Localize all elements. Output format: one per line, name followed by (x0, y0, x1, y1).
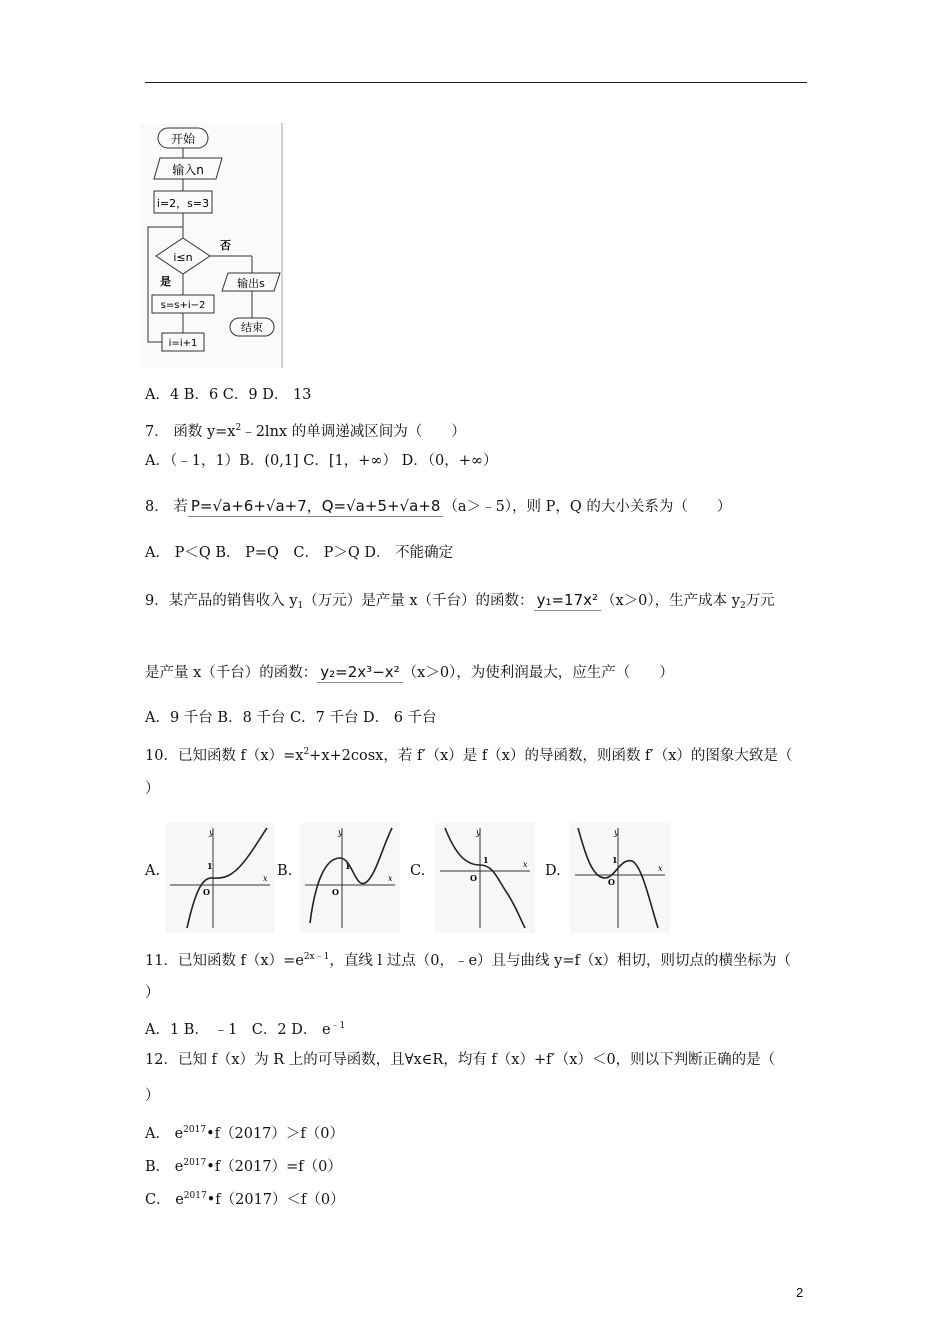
graph-d-o: O (608, 877, 615, 887)
graph-a (165, 823, 275, 933)
flow-cond: i≤n (173, 251, 193, 264)
flow-output: 输出s (237, 277, 265, 290)
graph-d-x: x (658, 864, 663, 873)
graph-c-x: x (523, 860, 528, 869)
q11-stem: 11．已知函数 $f(x)=e^{2x﹣1}$，直线 l 过点（0，﹣e）且与曲线 y=f（x）相切，则切点的横坐标为（ (145, 952, 792, 969)
q9-options: A．9 千台 B．8 千台 C．7 千台 D． 6 千台 (145, 710, 437, 726)
header-rule (145, 82, 807, 83)
graph-c-1: 1 (483, 855, 489, 865)
flow-yes: 是 (160, 275, 171, 288)
q9-stem-line2: 是产量 x（千台）的函数： y₂=2x³−x² （x＞0），为使利润最大，应生产（ ） (145, 663, 674, 681)
page-number: 2 (796, 1285, 804, 1300)
q9-y1-expression: y₁=17x² (534, 590, 601, 611)
flow-start: 开始 (170, 132, 196, 146)
q10-label-d: D. (545, 863, 561, 879)
q12-option-a: A． $e^{2017}•f(2017)>f(0)$ (145, 1125, 344, 1142)
graph-d-y: y (614, 828, 619, 837)
graph-b-x: x (388, 874, 393, 883)
q10-stem-line2: ） (145, 781, 160, 797)
q10-label-a: A. (145, 863, 161, 879)
graph-b-y: y (338, 828, 343, 837)
q9-stem-line1: 9．某产品的销售收入 $y_1$（万元）是产量 x（千台）的函数： y₁=17x² （x＞0），生产成本 $y_2$万元 (145, 591, 775, 611)
graph-b (300, 823, 400, 933)
q8-stem: 8． 若 P=√a+6+√a+7，Q=√a+5+√a+8 （a＞﹣5），则 P，Q 的大小关系为（ ） (145, 497, 732, 515)
q12-stem: 12．已知 f（x）为 R 上的可导函数，且∀x∈R，均有 f（x）+f′（x）＜0，则以下判断正确的是（ (145, 1052, 776, 1068)
q6-options: A．4 B．6 C．9 D． 13 (145, 387, 312, 403)
graph-d-1: 1 (612, 855, 618, 865)
graph-a-x: x (263, 874, 268, 883)
flow-init: i=2，s=3 (156, 197, 210, 210)
q8-options: A． P＜Q B． P=Q C． P＞Q D． 不能确定 (145, 545, 454, 561)
graph-a-y: y (209, 828, 214, 837)
q8-expression: P=√a+6+√a+7，Q=√a+5+√a+8 (188, 496, 444, 517)
graph-c-y: y (476, 828, 481, 837)
q10-stem: 10．已知函数 $f(x)=x^2+x+2\cos x$，若 f′（x）是 f（x）的导函数，则函数 f′（x）的图象大致是（ (145, 747, 793, 764)
q7-stem: 7． 函数 $y=x^2﹣2\ln x$ 的单调递减区间为（ ） (145, 423, 466, 440)
flowchart (140, 123, 290, 373)
graph-c (435, 823, 535, 933)
graph-b-o: O (332, 887, 339, 897)
flow-end: 结束 (241, 321, 263, 334)
graph-c-o: O (470, 873, 477, 883)
q9-y2-expression: y₂=2x³−x² (317, 662, 402, 683)
flow-input: 输入n (172, 163, 204, 177)
flow-update: s=s+i−2 (160, 300, 206, 311)
graph-b-1: 1 (345, 861, 351, 871)
q10-label-c: C. (410, 863, 426, 879)
q10-label-b: B. (277, 863, 293, 879)
flow-inc: i=i+1 (168, 338, 198, 349)
graph-a-o: O (203, 887, 210, 897)
q12-stem-line2: ） (145, 1088, 160, 1104)
q12-option-b: B． $e^{2017}•f(2017)=f(0)$ (145, 1158, 342, 1175)
flow-no: 否 (220, 239, 231, 252)
q12-option-c: C． $e^{2017}•f(2017)<f(0)$ (145, 1191, 345, 1208)
graph-d (570, 823, 670, 933)
q11-options: A．1 B． ﹣1 C．2 D． $e^{﹣1}$ (145, 1021, 346, 1038)
q7-options: A．（﹣1，1）B．(0,1] C．[1，+∞） D．（0，+∞） (145, 453, 498, 469)
q11-stem-line2: ） (145, 985, 160, 1001)
graph-a-1: 1 (207, 861, 213, 871)
